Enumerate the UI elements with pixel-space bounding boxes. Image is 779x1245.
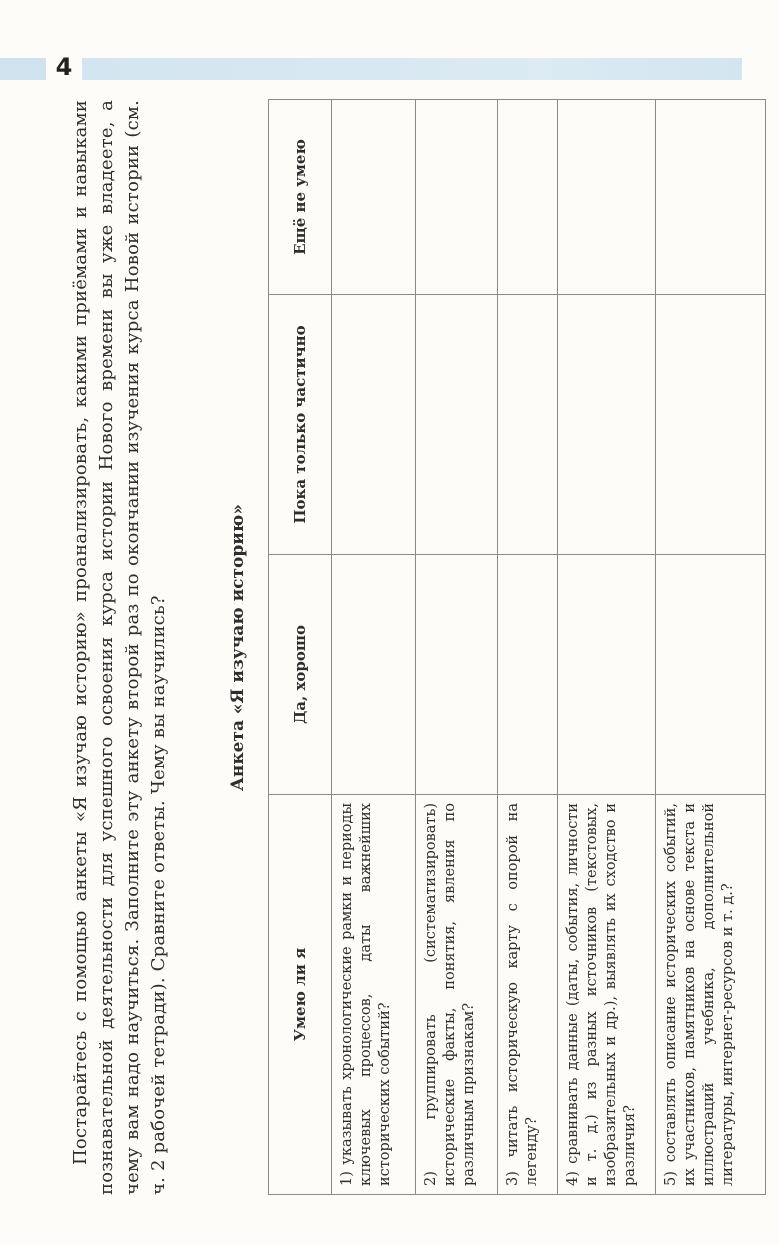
table-row: [558, 100, 656, 1195]
answer-cell-partially[interactable]: [656, 295, 766, 555]
header-partially: Пока только частично: [269, 295, 332, 555]
answer-cell-not-yet[interactable]: [332, 100, 416, 295]
intro-paragraph: Постарайтесь с помощью анкеты «Я изучаю историю» проанализировать, какими приёмами и навыками познавательной деятельности для успешного освоения курса истории Нового времени вы уже владеете, а чему вам надо научиться. Заполните эту анкету второй раз по окончании изучения курса Новой истории (см. ч. 2 рабочей тетради). Сравните ответы. Чему вы научились?: [70, 100, 169, 1195]
question-cell: 4) сравнивать данные (даты, события, личности и т. д.) из разных источников (текстовых, изобразительных и др.), выявлять их сходство и различия?: [558, 795, 656, 1195]
answer-cell-not-yet[interactable]: [656, 100, 766, 295]
table-title: Анкета «Я изучаю историю»: [228, 504, 248, 791]
question-cell: 5) составлять описание исторических событий, их участников, памятников на основе текста и иллюстраций учебника, дополнительной литературы, интернет-ресурсов и т. д.?: [656, 795, 766, 1195]
survey-table: [268, 99, 766, 1195]
answer-cell-not-yet[interactable]: [498, 100, 558, 295]
question-cell: 3) читать историческую карту с опорой на легенду?: [498, 795, 558, 1195]
header-skill: Умею ли я: [269, 795, 332, 1195]
table-row: [656, 100, 766, 1195]
answer-cell-not-yet[interactable]: [416, 100, 498, 295]
answer-cell-yes[interactable]: [656, 555, 766, 795]
answer-cell-partially[interactable]: [416, 295, 498, 555]
header-band-right: [82, 58, 742, 80]
question-cell: 2) группировать (систематизировать) исторические факты, понятия, явления по различным признакам?: [416, 795, 498, 1195]
header-not-yet: Ещё не умею: [269, 100, 332, 295]
answer-cell-yes[interactable]: [332, 555, 416, 795]
answer-cell-partially[interactable]: [558, 295, 656, 555]
answer-cell-yes[interactable]: [416, 555, 498, 795]
rotated-content: [68, 100, 768, 1195]
page-number: 4: [55, 53, 73, 81]
answer-cell-not-yet[interactable]: [558, 100, 656, 295]
table-row: [416, 100, 498, 1195]
answer-cell-yes[interactable]: [558, 555, 656, 795]
header-band-left: [0, 58, 46, 80]
table-row: [498, 100, 558, 1195]
answer-cell-yes[interactable]: [498, 555, 558, 795]
answer-cell-partially[interactable]: [498, 295, 558, 555]
table-header-row: [269, 100, 332, 1195]
question-cell: 1) указывать хронологические рамки и периоды ключевых процессов, даты важнейших исторических событий?: [332, 795, 416, 1195]
header-yes-good: Да, хорошо: [269, 555, 332, 795]
answer-cell-partially[interactable]: [332, 295, 416, 555]
table-row: [332, 100, 416, 1195]
